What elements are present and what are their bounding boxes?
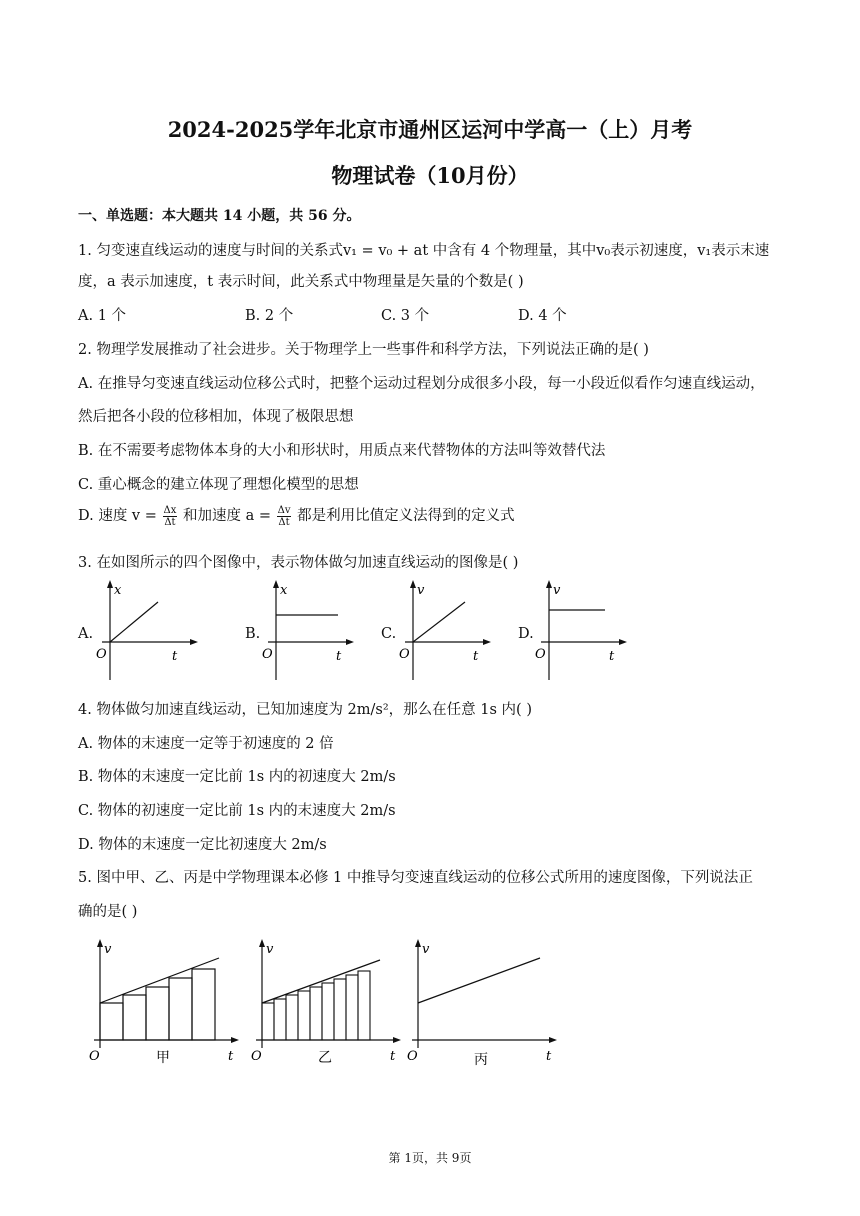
- q2-option-a-line1: A. 在推导匀变速直线运动位移公式时，把整个运动过程划分成很多小段，每一小段近似看作匀速直线运动，: [78, 376, 765, 392]
- axis-label: v: [553, 583, 561, 598]
- graph-name-yi: 乙: [318, 1050, 332, 1066]
- q5-stem-line2: 确的是( ): [78, 904, 138, 920]
- axis-t-label: t: [546, 1049, 552, 1064]
- section-heading: 一、单选题：本大题共 14 小题，共 56 分。: [78, 208, 361, 224]
- origin-label: O: [535, 647, 546, 662]
- q2-d-suffix: 都是利用比值定义法得到的定义式: [297, 508, 515, 524]
- q2-d-mid: 和加速度 a =: [182, 508, 271, 524]
- q5-graph-yi: [246, 936, 406, 1076]
- q4-option-d: D. 物体的末速度一定比初速度大 2m/s: [78, 837, 327, 853]
- q3-graph-label-c: C.: [381, 626, 397, 642]
- q2-stem: 2. 物理学发展推动了社会进步。关于物理学上一些事件和科学方法，下列说法正确的是( ): [78, 342, 649, 358]
- q2-option-a-line2: 然后把各小段的位移相加，体现了极限思想: [78, 409, 354, 425]
- frac-denominator: Δt: [164, 516, 176, 528]
- t-axis-label: t: [336, 649, 342, 664]
- axis-t-label: t: [390, 1049, 396, 1064]
- q5-stem-line1: 5. 图中甲、乙、丙是中学物理课本必修 1 中推导匀变速直线运动的位移公式所用的速度图像，下列说法正: [78, 870, 753, 886]
- graph-name-bing: 丙: [474, 1052, 488, 1068]
- fraction-dx-dt: [163, 505, 178, 528]
- q3-graph-a: [92, 578, 202, 686]
- axis-label: v: [417, 583, 425, 598]
- exam-title-line1: 2024-2025学年北京市通州区运河中学高一（上）月考: [167, 117, 693, 142]
- t-axis-label: t: [473, 649, 479, 664]
- q1-option-b: B. 2 个: [245, 308, 294, 324]
- q4-option-c: C. 物体的初速度一定比前 1s 内的末速度大 2m/s: [78, 803, 396, 819]
- frac-denominator: Δt: [278, 516, 290, 528]
- axis-v-label: v: [104, 942, 112, 957]
- q4-stem: 4. 物体做匀加速直线运动，已知加速度为 2m/s²，那么在任意 1s 内( ): [78, 702, 532, 718]
- q3-graph-c: [395, 578, 495, 686]
- q4-option-b: B. 物体的末速度一定比前 1s 内的初速度大 2m/s: [78, 769, 396, 785]
- q3-graph-label-b: B.: [245, 626, 261, 642]
- origin-label: O: [89, 1049, 100, 1064]
- q3-stem: 3. 在如图所示的四个图像中，表示物体做匀加速直线运动的图像是( ): [78, 555, 519, 571]
- t-axis-label: t: [609, 649, 615, 664]
- q1-option-c: C. 3 个: [381, 308, 430, 324]
- exam-title-line2: 物理试卷（10月份）: [331, 163, 529, 188]
- q3-graph-label-a: A.: [78, 626, 94, 642]
- q3-graph-d: [531, 578, 631, 686]
- q1-stem-line2: 度，a 表示加速度，t 表示时间，此关系式中物理量是矢量的个数是( ): [78, 274, 524, 290]
- q2-option-b: B. 在不需要考虑物体本身的大小和形状时，用质点来代替物体的方法叫等效替代法: [78, 443, 606, 459]
- frac-numerator: Δx: [163, 504, 177, 516]
- axis-v-label: v: [266, 942, 274, 957]
- q5-graph-jia: [84, 936, 244, 1076]
- q1-stem-line1: 1. 匀变速直线运动的速度与时间的关系式v₁ = v₀ + at 中含有 4 个物理量，其中v₀表示初速度，v₁表示末速: [78, 243, 770, 259]
- axis-label: x: [114, 583, 122, 598]
- q3-graph-label-d: D.: [518, 626, 534, 642]
- origin-label: O: [262, 647, 273, 662]
- fraction-dv-dt: [277, 505, 292, 528]
- axis-v-label: v: [422, 942, 430, 957]
- q4-option-a: A. 物体的末速度一定等于初速度的 2 倍: [78, 736, 334, 752]
- q2-option-c: C. 重心概念的建立体现了理想化模型的思想: [78, 477, 359, 493]
- q5-graph-bing: [402, 936, 562, 1076]
- q1-option-a: A. 1 个: [78, 308, 127, 324]
- q2-d-prefix: D. 速度 v =: [78, 508, 157, 524]
- t-axis-label: t: [172, 649, 178, 664]
- origin-label: O: [96, 647, 107, 662]
- page-footer: 第 1页，共 9页: [388, 1151, 472, 1165]
- q1-option-d: D. 4 个: [518, 308, 567, 324]
- origin-label: O: [399, 647, 410, 662]
- q2-option-d: [78, 504, 788, 528]
- graph-name-jia: 甲: [156, 1050, 170, 1066]
- origin-label: O: [251, 1049, 262, 1064]
- origin-label: O: [407, 1049, 418, 1064]
- q3-graph-b: [258, 578, 358, 686]
- axis-t-label: t: [228, 1049, 234, 1064]
- frac-numerator: Δv: [277, 504, 291, 516]
- axis-label: x: [280, 583, 288, 598]
